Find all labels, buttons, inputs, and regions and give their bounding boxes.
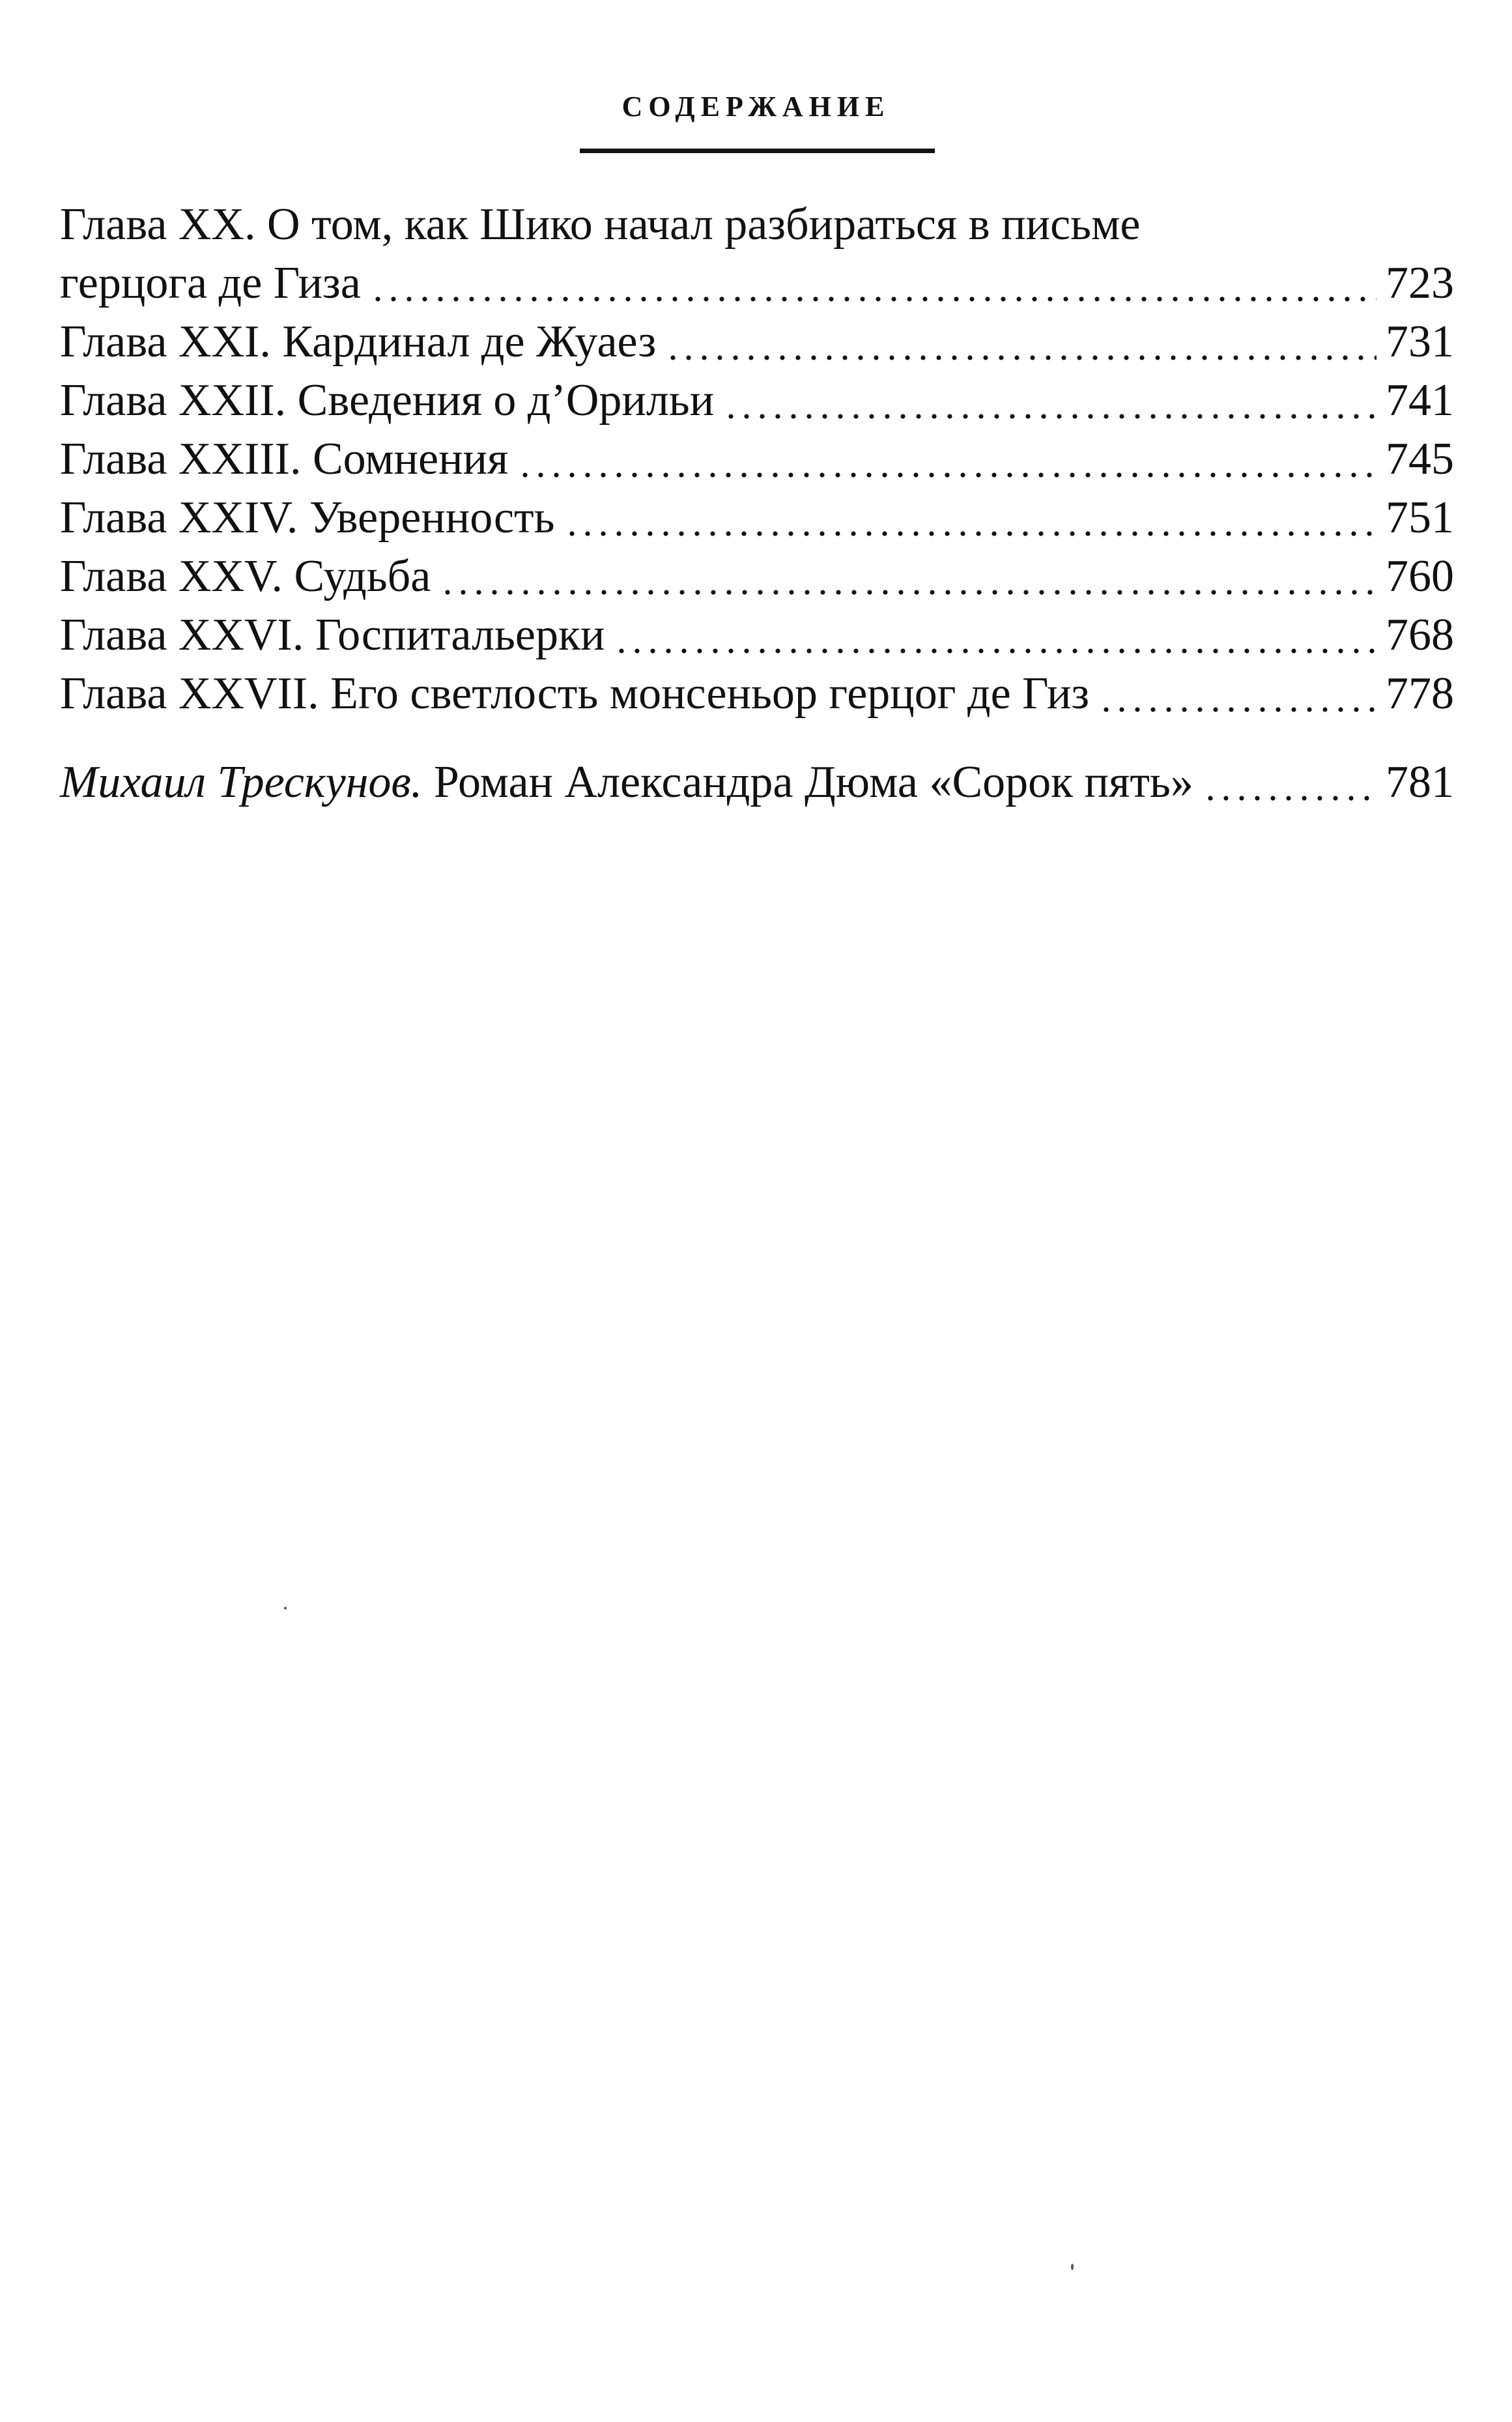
toc-page-number: 745 xyxy=(1386,434,1454,484)
speck xyxy=(284,1607,287,1609)
toc-entry-title: герцога де Гиза xyxy=(60,258,361,308)
toc-page-number: 760 xyxy=(1386,551,1454,601)
table-of-contents xyxy=(60,195,1454,812)
dot-leader xyxy=(723,396,1376,422)
toc-page-number: 778 xyxy=(1386,669,1454,719)
toc-page-number: 781 xyxy=(1386,757,1454,807)
toc-entry[interactable] xyxy=(60,547,1454,606)
dot-leader xyxy=(370,279,1376,305)
toc-entry-line xyxy=(60,195,1454,254)
toc-afterword-entry[interactable] xyxy=(60,753,1454,812)
toc-entry-title: Глава XXVII. Его светлость монсеньор герцог де Гиз xyxy=(60,669,1090,719)
section-gap xyxy=(60,723,1454,753)
toc-entry-title: Глава XXII. Сведения о д’Орильи xyxy=(60,375,715,425)
toc-entry-title: Глава XX. О том, как Шико начал разбираться в письме xyxy=(60,199,1141,250)
dot-leader xyxy=(564,513,1376,540)
toc-entry-title xyxy=(60,753,1193,812)
dot-leader xyxy=(614,631,1376,657)
toc-entry[interactable] xyxy=(60,254,1454,313)
header-rule xyxy=(580,149,935,153)
dot-leader xyxy=(1098,689,1376,715)
toc-entry[interactable] xyxy=(60,371,1454,430)
toc-page-number: 723 xyxy=(1386,258,1454,308)
toc-entry[interactable] xyxy=(60,489,1454,547)
toc-page-number: 751 xyxy=(1386,493,1454,543)
toc-page-number: 731 xyxy=(1386,317,1454,367)
dot-leader xyxy=(517,455,1376,481)
toc-page-number: 768 xyxy=(1386,610,1454,660)
toc-entry-title: Глава XXV. Судьба xyxy=(60,551,431,601)
toc-entry[interactable] xyxy=(60,665,1454,723)
afterword-title: Роман Александра Дюма «Сорок пять» xyxy=(422,757,1193,807)
toc-page-number: 741 xyxy=(1386,375,1454,425)
dot-leader xyxy=(1203,778,1376,804)
toc-entry-title: Глава XXI. Кардинал де Жуаез xyxy=(60,317,657,367)
speck xyxy=(1071,2264,1074,2270)
toc-entry[interactable] xyxy=(60,313,1454,371)
toc-entry-title: Глава XXIV. Уверенность xyxy=(60,493,555,543)
dot-leader xyxy=(665,338,1376,364)
running-header: СОДЕРЖАНИЕ xyxy=(621,91,891,123)
toc-entry[interactable] xyxy=(60,430,1454,489)
toc-entry-title: Глава XXIII. Сомнения xyxy=(60,434,509,484)
toc-entry[interactable] xyxy=(60,606,1454,665)
toc-entry-title: Глава XXVI. Госпитальерки xyxy=(60,610,605,660)
afterword-author: Михаил Трескунов. xyxy=(60,757,423,807)
dot-leader xyxy=(440,572,1376,598)
